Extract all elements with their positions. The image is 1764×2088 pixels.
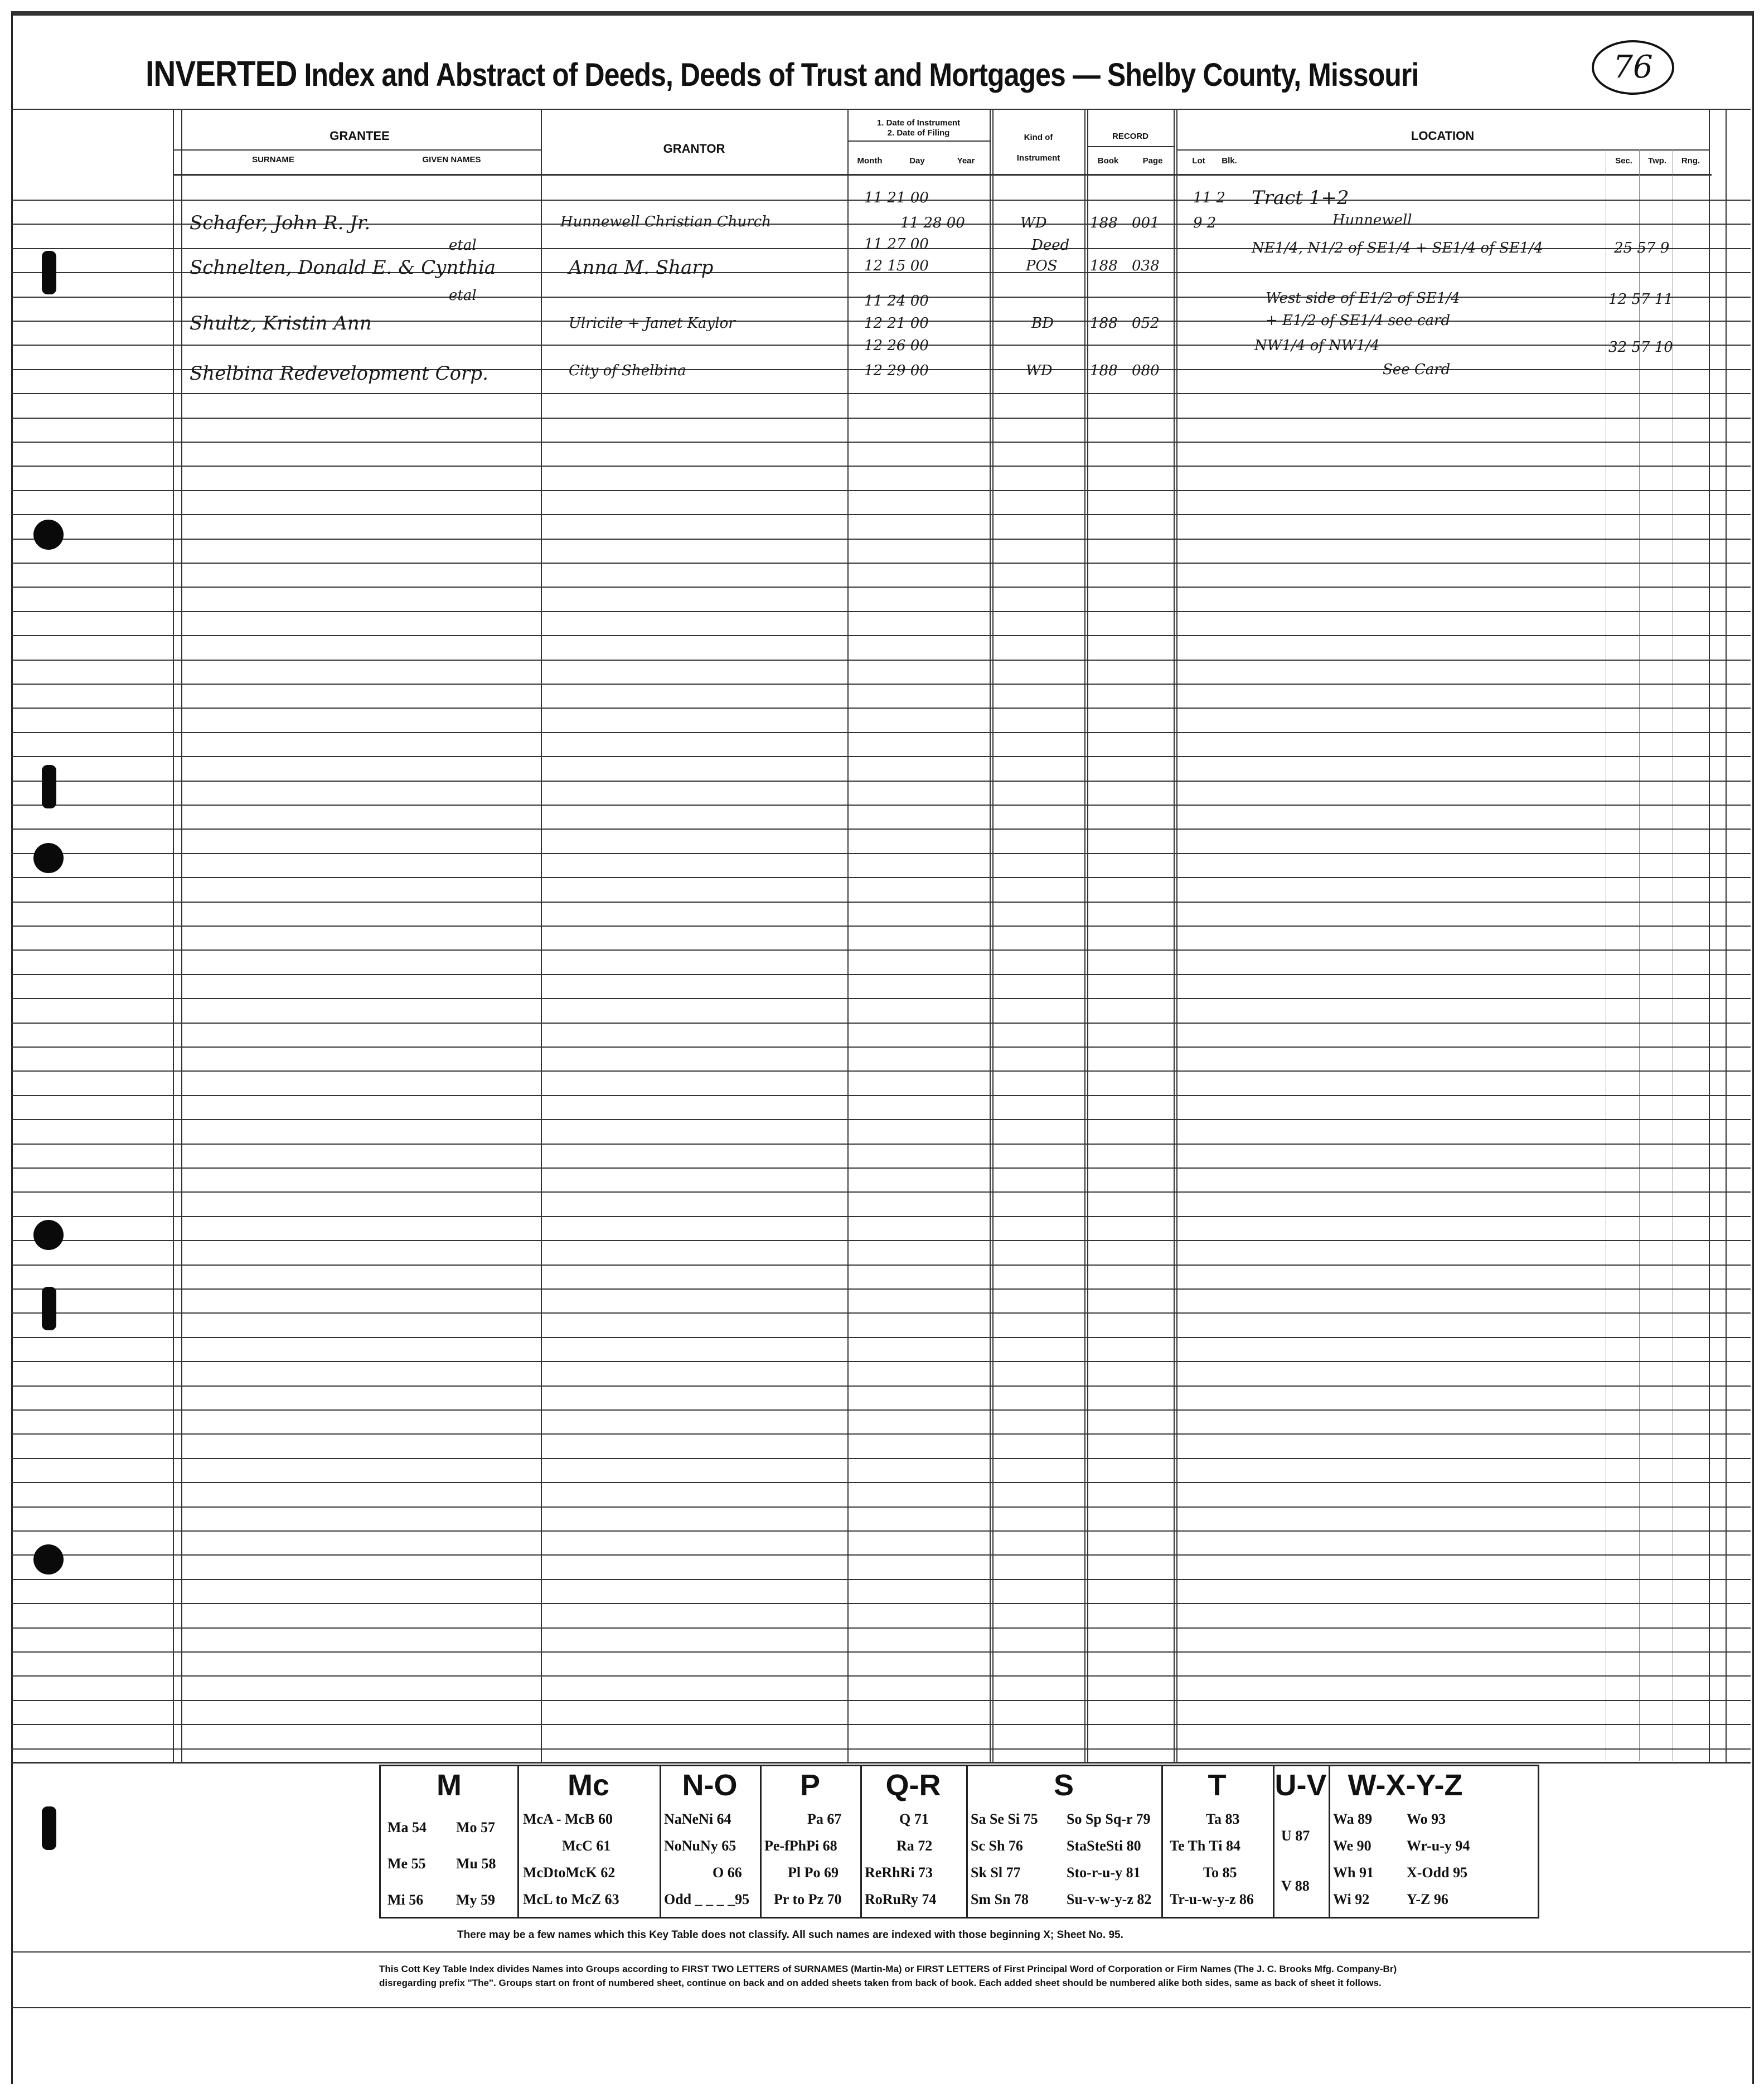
entry-1-grantee: Schafer, John R. Jr. <box>190 212 371 234</box>
row-rule <box>11 853 1751 854</box>
row-rule <box>11 418 1751 419</box>
row-rule <box>11 756 1751 757</box>
row-rule <box>11 1554 1751 1556</box>
entry-2-book: 188 <box>1090 258 1118 274</box>
row-rule <box>11 539 1751 540</box>
binder-hole <box>33 843 64 873</box>
grantee-subheader-rule <box>173 149 541 151</box>
row-rule <box>11 805 1751 806</box>
entry-3-book: 188 <box>1090 315 1118 332</box>
given-names-header: GIVEN NAMES <box>422 155 481 164</box>
entry-3-grantor: Ulricile + Janet Kaylor <box>569 315 735 332</box>
column-rule <box>1726 109 1727 1762</box>
row-rule <box>11 1265 1751 1266</box>
entry-1-kind: WD <box>1020 215 1047 231</box>
entry-3-grantee-note: etal <box>449 287 477 304</box>
row-rule <box>11 1361 1751 1362</box>
row-rule <box>11 1167 1751 1169</box>
column-rule <box>847 109 849 1762</box>
row-rule <box>11 1603 1751 1604</box>
column-rule <box>1709 109 1710 1762</box>
entry-4-kind: WD <box>1026 362 1053 379</box>
header-bottom-rule <box>173 174 1712 176</box>
row-rule <box>11 1627 1751 1629</box>
cott-key-table <box>379 1765 1539 1919</box>
row-rule <box>11 1337 1751 1338</box>
key-col-t: T Ta 83 Te Th Ti 84 To 85 Tr-u-w-y-z 86 <box>1161 1766 1274 1917</box>
row-rule <box>11 1191 1751 1193</box>
binder-hole <box>33 520 64 550</box>
row-rule <box>11 1700 1751 1701</box>
entry-4-location-1: NW1/4 of NW1/4 <box>1254 337 1380 354</box>
row-rule <box>11 442 1751 443</box>
entry-4-grantor: City of Shelbina <box>569 362 686 379</box>
row-rule <box>11 1047 1751 1048</box>
binder-slot <box>42 765 56 808</box>
entry-1-grantor: Hunnewell Christian Church <box>560 214 771 230</box>
entry-2-date-instrument: 11 27 00 <box>864 236 929 253</box>
entry-3-sec-twp-rng: 12 57 11 <box>1608 291 1673 308</box>
entry-3-date-filing: 12 21 00 <box>864 315 929 332</box>
row-rule <box>11 1385 1751 1387</box>
row-rule <box>11 926 1751 927</box>
binder-slot <box>42 251 56 294</box>
entry-4-page: 080 <box>1132 362 1160 379</box>
row-rule <box>11 587 1751 588</box>
month-header: Month <box>857 156 883 166</box>
entry-3-grantee: Shultz, Kristin Ann <box>190 312 372 335</box>
book-header: Book <box>1097 156 1119 166</box>
row-rule <box>11 1724 1751 1725</box>
row-rule <box>11 466 1751 467</box>
binder-slot <box>42 1806 56 1850</box>
key-col-mc: Mc McA - McB 60 McC 61 McDtoMcK 62 McL to McZ 63 <box>517 1766 661 1917</box>
entry-3-page: 052 <box>1132 315 1160 332</box>
entry-2-location-1: NE1/4, N1/2 of SE1/4 + SE1/4 of SE1/4 <box>1252 240 1543 256</box>
key-col-p: P Pa 67 Pe-fPhPi 68 Pl Po 69 Pr to Pz 70 <box>760 1766 862 1917</box>
row-rule <box>11 1119 1751 1120</box>
row-rule <box>11 1579 1751 1580</box>
binder-hole <box>33 1220 64 1250</box>
column-rule <box>1087 109 1088 1762</box>
entry-1-date-instrument: 11 21 00 <box>864 190 929 206</box>
row-rule <box>11 708 1751 709</box>
entry-1-lot-1: 11 2 <box>1193 190 1225 206</box>
entry-1-location-1: Tract 1+2 <box>1252 187 1349 209</box>
entry-2-kind-2: POS <box>1026 258 1058 274</box>
sec-twp-rng-rule <box>1639 149 1640 1761</box>
entry-4-location-2: See Card <box>1383 361 1451 378</box>
row-rule <box>11 829 1751 830</box>
key-col-no: N-O NaNeNi 64 NoNuNy 65 O 66 Odd _ _ _ _95 <box>660 1766 762 1917</box>
grantor-header: GRANTOR <box>663 142 725 156</box>
row-rule <box>11 514 1751 515</box>
record-subheader-rule <box>1087 146 1174 147</box>
entry-1-location-2: Hunnewell <box>1332 212 1412 229</box>
page-header: Page <box>1142 156 1163 166</box>
location-header: LOCATION <box>1411 129 1475 143</box>
kind-header-1: Kind of <box>1024 133 1053 142</box>
row-rule <box>11 1482 1751 1483</box>
row-rule <box>11 949 1751 951</box>
lot-header: Lot <box>1192 156 1205 166</box>
year-header: Year <box>957 156 975 166</box>
column-rule <box>173 109 174 1762</box>
row-rule <box>11 490 1751 491</box>
entry-2-page: 038 <box>1132 258 1160 274</box>
row-rule <box>11 1023 1751 1024</box>
footer-line-1: This Cott Key Table Index divides Names into Groups according to FIRST TWO LETTERS of SURNAMES (Martin-Ma) or FIRST LETTERS of First Principal Word of Corporation or Firm Names (The J. C. Brooks Mfg. Company-Br) <box>379 1964 1397 1974</box>
entry-1-page: 001 <box>1132 215 1160 231</box>
entry-4-date-instrument: 12 26 00 <box>864 337 929 354</box>
footer-divider <box>11 1951 1751 1953</box>
entry-2-grantee: Schnelten, Donald E. & Cynthia <box>190 256 496 279</box>
record-header: RECORD <box>1112 132 1148 141</box>
row-rule <box>11 1144 1751 1145</box>
row-rule <box>11 393 1751 394</box>
row-rule <box>11 998 1751 999</box>
column-rule <box>990 109 991 1762</box>
row-rule <box>11 1651 1751 1653</box>
page-number: 76 <box>1592 40 1674 95</box>
grantee-header: GRANTEE <box>329 129 390 143</box>
entry-3-date-instrument: 11 24 00 <box>864 293 929 309</box>
key-col-uv: U-V U 87 V 88 <box>1273 1766 1330 1917</box>
row-rule <box>11 1458 1751 1459</box>
row-rule <box>11 781 1751 782</box>
entry-2-grantor: Anna M. Sharp <box>569 256 714 279</box>
form-bottom-rule <box>11 1762 1751 1764</box>
row-rule <box>11 1070 1751 1072</box>
row-rule <box>11 660 1751 661</box>
entry-4-book: 188 <box>1090 362 1118 379</box>
column-rule <box>1084 109 1085 1762</box>
binder-hole <box>33 1544 64 1575</box>
entry-1-book: 188 <box>1090 215 1118 231</box>
date-filing-header: 2. Date of Filing <box>887 128 950 138</box>
row-rule <box>11 1288 1751 1290</box>
row-rule <box>11 1216 1751 1217</box>
page-title: INVERTED Index and Abstract of Deeds, Deeds of Trust and Mortgages — Shelby County, Missouri <box>146 54 1419 94</box>
row-rule <box>11 902 1751 903</box>
entry-3-location-1: West side of E1/2 of SE1/4 <box>1266 290 1460 307</box>
day-header: Day <box>909 156 925 166</box>
row-rule <box>11 1675 1751 1677</box>
entry-4-sec-twp-rng: 32 57 10 <box>1608 339 1673 356</box>
entry-4-grantee: Shelbina Redevelopment Corp. <box>190 362 488 385</box>
key-col-s: S Sa Se Si 75 So Sp Sq-r 79 Sc Sh 76 StaSteSti 80 Sk Sl 77 Sto-r-u-y 81 Sm Sn 78 Su-v-w-y-z 82 <box>966 1766 1163 1917</box>
entry-1-lot-2: 9 2 <box>1193 215 1217 231</box>
column-rule <box>541 109 542 1762</box>
column-rule <box>1176 109 1177 1762</box>
entry-2-grantee-note: etal <box>449 237 477 254</box>
row-rule <box>11 1433 1751 1435</box>
row-rule <box>11 974 1751 975</box>
row-rule <box>11 1312 1751 1314</box>
sec-header: Sec. <box>1615 156 1632 166</box>
binder-slot <box>42 1287 56 1330</box>
form-top-rule <box>11 109 1751 110</box>
key-table-note: There may be a few names which this Key Table does not classify. All such names are indexed with those beginning X; Sheet No. 95. <box>457 1929 1123 1941</box>
location-subheader-rule <box>1176 149 1709 151</box>
date-instrument-header: 1. Date of Instrument <box>876 118 961 128</box>
entry-2-date-filing: 12 15 00 <box>864 258 929 274</box>
row-rule <box>11 1506 1751 1508</box>
row-rule <box>11 1095 1751 1096</box>
row-rule <box>11 563 1751 564</box>
row-rule <box>11 1240 1751 1241</box>
entry-1-date-filing: 11 28 00 <box>900 215 965 231</box>
twp-header: Twp. <box>1647 156 1667 166</box>
key-col-qr: Q-R Q 71 Ra 72 ReRhRi 73 RoRuRy 74 <box>860 1766 968 1917</box>
row-rule <box>11 1409 1751 1411</box>
kind-header-2: Instrument <box>1016 153 1060 163</box>
rng-header: Rng. <box>1681 156 1700 166</box>
row-rule <box>11 877 1751 878</box>
bottom-rule <box>11 2007 1751 2008</box>
row-rule <box>11 635 1751 636</box>
column-rule <box>992 109 994 1762</box>
entry-4-date-filing: 12 29 00 <box>864 362 929 379</box>
row-rule <box>11 611 1751 612</box>
entry-2-sec-twp-rng: 25 57 9 <box>1614 240 1670 256</box>
entry-2-kind-1: Deed <box>1031 237 1070 254</box>
row-rule <box>11 1748 1751 1750</box>
column-rule <box>1174 109 1175 1762</box>
entry-3-location-2: + E1/2 of SE1/4 see card <box>1266 312 1451 329</box>
column-rule <box>181 109 182 1762</box>
blk-header: Blk. <box>1222 156 1237 166</box>
key-col-m: M Ma 54 Mo 57 Me 55 Mu 58 Mi 56 My 59 <box>381 1766 519 1917</box>
surname-header: SURNAME <box>252 155 294 164</box>
row-rule <box>11 684 1751 685</box>
key-col-wxyz: W-X-Y-Z Wa 89 Wo 93 We 90 Wr-u-y 94 Wh 91 X-Odd 95 Wi 92 Y-Z 96 <box>1333 1769 1470 1907</box>
footer-line-2: disregarding prefix "The". Groups start on front of numbered sheet, continue on back and on added sheets taken from back of book. Each added sheet should be numbered alike both sides, same as back of sheet it follows. <box>379 1978 1382 1988</box>
date-subheader-rule <box>847 141 990 142</box>
entry-3-kind: BD <box>1031 315 1054 332</box>
row-rule <box>11 732 1751 733</box>
row-rule <box>11 1530 1751 1532</box>
